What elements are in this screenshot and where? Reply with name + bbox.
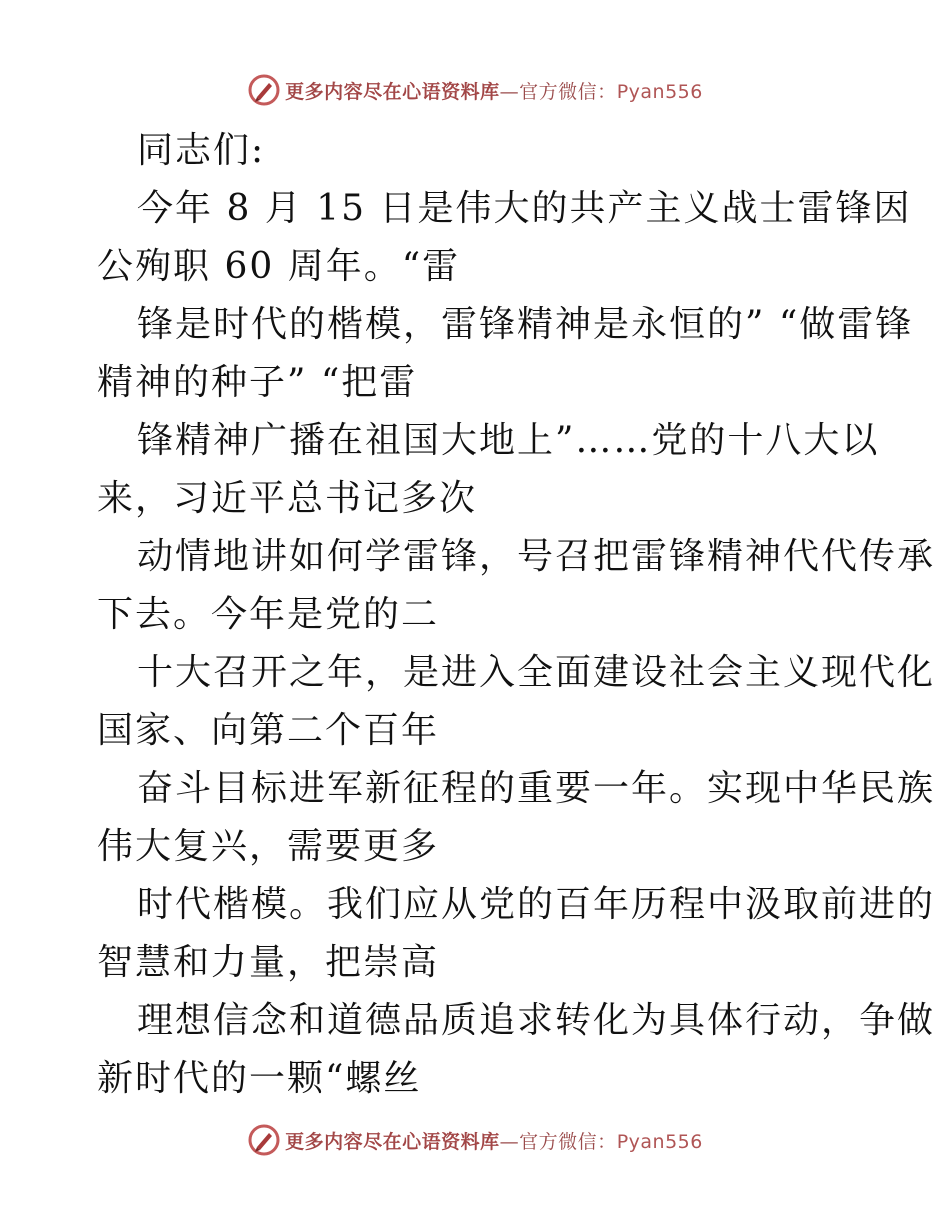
wechat-label: 官方微信： [519,80,617,103]
footer-banner [0,1120,950,1160]
banner-separator: — [499,80,520,103]
paragraph-line: 伟大复兴，需要更多 [97,826,440,867]
wechat-id: Pyan556 [616,1130,703,1153]
header-banner [0,70,950,110]
wechat-id: Pyan556 [616,80,703,103]
wechat-label: 官方微信： [519,1130,617,1153]
paragraph-line: 国家、向第二个百年 [97,710,440,751]
paragraph-line: 下去。今年是党的二 [97,594,440,635]
paragraph-line: 锋精神广播在祖国大地上”……党的十八大以 [137,420,880,461]
paragraph-line: 来，习近平总书记多次 [97,478,478,519]
banner-text [285,77,703,104]
paragraph-line: 新时代的一颗“螺丝 [97,1058,422,1099]
paragraph-line: 十大召开之年，是进入全面建设社会主义现代化 [137,652,936,693]
banner-text [285,1127,703,1154]
pen-circle-logo-icon [247,73,281,107]
pen-circle-logo-icon [247,1123,281,1157]
paragraph-line: 动情地讲如何学雷锋，号召把雷锋精神代代传承 [137,536,936,577]
paragraph-line: 理想信念和道德品质追求转化为具体行动，争做 [137,1000,936,1041]
site-name: 更多内容尽在心语资料库 [285,1130,500,1153]
paragraph-line: 锋是时代的楷模，雷锋精神是永恒的” “做雷锋 [137,304,914,345]
document-body [97,122,936,1108]
paragraph-line: 奋斗目标进军新征程的重要一年。实现中华民族 [137,768,936,809]
paragraph-line: 公殉职 60 周年。“雷 [97,246,461,287]
paragraph-line: 智慧和力量，把崇高 [97,942,440,983]
banner-separator: — [499,1130,520,1153]
paragraph-line: 精神的种子” “把雷 [97,362,418,403]
paragraph-line: 同志们: [137,130,266,171]
site-name: 更多内容尽在心语资料库 [285,80,500,103]
paragraph-line: 时代楷模。我们应从党的百年历程中汲取前进的 [137,884,936,925]
paragraph-line: 今年 8 月 15 日是伟大的共产主义战士雷锋因 [137,188,912,229]
